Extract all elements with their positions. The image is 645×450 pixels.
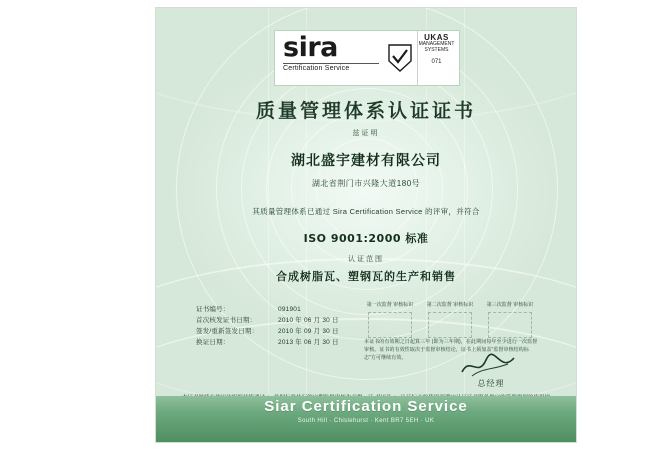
standard-name: ISO 9001:2000 标准 <box>303 232 429 245</box>
ukas-accreditation-mark <box>417 31 455 85</box>
audit-stamp-label: 第三次监督 审核标识 <box>486 302 534 308</box>
audit-stamp-1 <box>364 302 416 338</box>
footer-address: South Hill · Chislehurst · Kent BR7 5EH · UK <box>297 418 435 424</box>
surveillance-audit-stamps <box>364 302 536 338</box>
ukas-line3: SYSTEMS <box>424 47 449 53</box>
detail-key: 首次核发证书日期： <box>196 317 257 324</box>
logo-text-block <box>275 31 383 85</box>
detail-row <box>196 304 356 315</box>
detail-row <box>196 315 356 326</box>
company-address: 湖北省荆门市兴隆大道180号 <box>311 179 421 188</box>
detail-value: 2013 年 06 月 30 日 <box>278 339 339 346</box>
ukas-line2: MANAGEMENT <box>418 41 455 47</box>
detail-key: 签发/重新签发日期： <box>196 328 259 335</box>
ukas-label: UKAS <box>424 33 449 42</box>
detail-row <box>196 337 356 348</box>
detail-value: 2010 年 09 月 30 日 <box>278 328 339 335</box>
detail-value: 2010 年 06 月 30 日 <box>278 317 339 324</box>
sira-logo <box>274 30 460 86</box>
detail-row <box>196 326 356 337</box>
audit-stamp-label: 第二次监督 审核标识 <box>426 302 474 308</box>
issued-label: 兹证明 <box>352 130 380 137</box>
audit-stamp-label: 第一次监督 审核标识 <box>366 302 414 308</box>
conformance-statement: 其质量管理体系已通过 Sira Certification Service 的评审，并符合 <box>252 207 480 216</box>
company-name: 湖北盛宇建材有限公司 <box>291 153 441 169</box>
ukas-number: 071 <box>431 59 442 65</box>
detail-key: 证书编号： <box>196 306 230 313</box>
certificate-details <box>196 304 356 348</box>
audit-stamp-area <box>368 312 412 338</box>
footer-organisation: Siar Certification Service <box>264 398 468 415</box>
signature-mark <box>448 352 534 378</box>
detail-key: 换证日期： <box>196 339 230 346</box>
detail-value: 091901 <box>278 306 301 313</box>
certificate-document <box>156 8 576 442</box>
scope-label: 认证范围 <box>348 256 384 263</box>
document-title: 质量管理体系认证证书 <box>255 100 476 122</box>
audit-stamp-area <box>488 312 532 338</box>
tick-icon <box>383 31 417 85</box>
footer-band <box>156 396 576 442</box>
signatory-role: 总经理 <box>477 379 505 388</box>
audit-note: 本证书的有效期之日起算三年 (即为三年期)，在此期间每年至少进行一次监督审核。证书的有效性取决于监督审核结论，证书上须加盖“监督审核结构标志”方可继续有效。 <box>364 339 538 361</box>
brand-name: sira <box>283 32 338 63</box>
audit-stamp-area <box>428 312 472 338</box>
signature-block <box>448 352 534 389</box>
brand-subtitle: Certification Service <box>283 63 379 72</box>
scope-text: 合成树脂瓦、塑钢瓦的生产和销售 <box>276 270 456 283</box>
audit-stamp-2 <box>424 302 476 338</box>
audit-stamp-3 <box>484 302 536 338</box>
